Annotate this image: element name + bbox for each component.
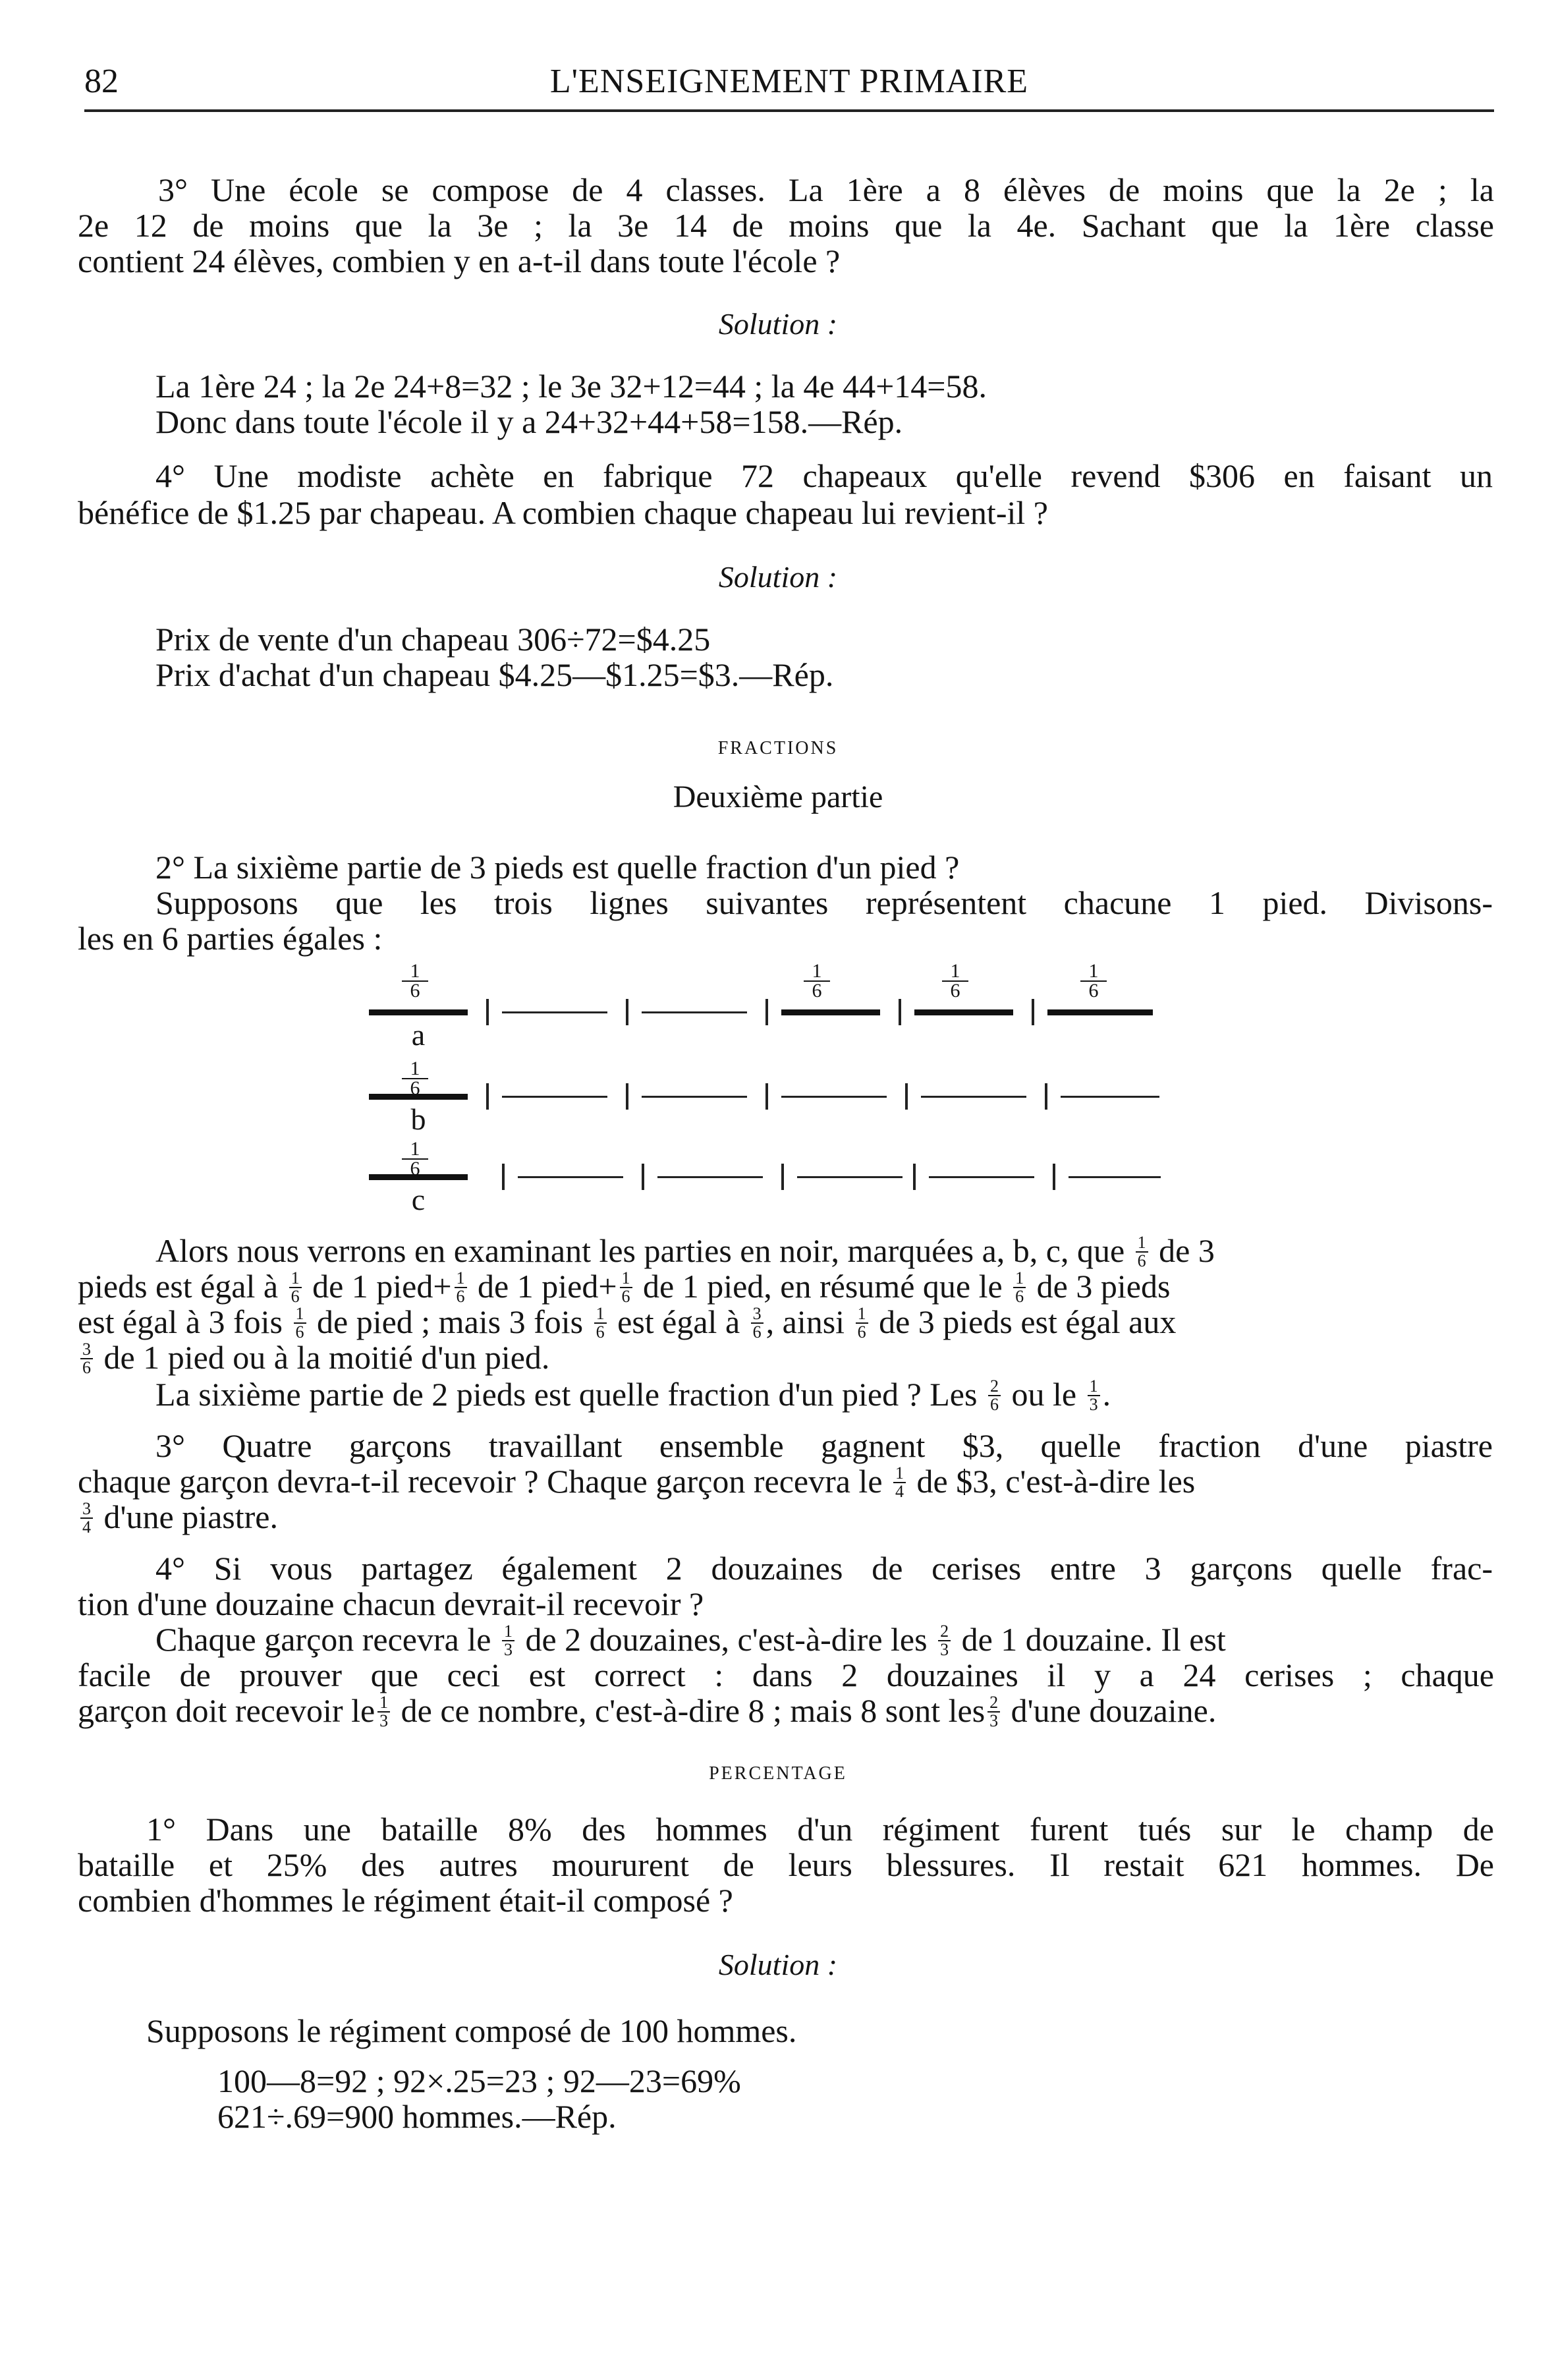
p4-solution-line-1: Prix de vente d'un chapeau 306÷72=$4.25 [155, 621, 711, 658]
diagram-a-segment-6-black [1047, 1009, 1153, 1015]
section-subtitle: Deuxième partie [673, 779, 883, 814]
fr-q2-line-3: les en 6 parties égales : [78, 920, 383, 957]
diagram-c-segment-5 [929, 1176, 1034, 1178]
diagram-c-segment-3 [657, 1176, 763, 1178]
diagram-b-segment-6 [1061, 1096, 1159, 1098]
diagram-c-segment-1-black [369, 1174, 468, 1180]
p4-line-2: bénéfice de $1.25 par chapeau. A combien chaque chapeau lui revient-il ? [78, 494, 1048, 531]
diagram-label-b: b [410, 1102, 426, 1136]
diagram-b-divider-1 [486, 1083, 489, 1110]
page-header [84, 57, 1494, 112]
diagram-c-segment-2 [518, 1176, 623, 1178]
diagram-a-fraction-4: 1 6 [804, 962, 830, 1000]
pct-solution-line-1: Supposons le régiment composé de 100 hommes. [146, 2012, 797, 2049]
diagram-a-divider-3 [765, 999, 768, 1025]
diagram-b-fraction-1: 1 6 [402, 1060, 428, 1098]
diagram-a-fraction-6: 1 6 [1080, 962, 1107, 1000]
fr-text-line-1: Alors nous verrons en examinant les parties en noir, marquées a, b, c, que $\frac{1}{6}$ de 3 [155, 1232, 1215, 1270]
diagram-b-divider-5 [1045, 1083, 1047, 1110]
diagram-b-divider-3 [765, 1083, 768, 1110]
fraction-1-6: $\frac{1}{6}$ [1136, 1234, 1148, 1270]
diagram-a-divider-5 [1032, 999, 1034, 1025]
diagram-a-divider-1 [486, 999, 489, 1025]
diagram-b-segment-1-black [369, 1094, 468, 1100]
pct-solution-heading: Solution : [718, 1948, 838, 1981]
pct-solution-line-3: 621÷.69=900 hommes.—Rép. [217, 2098, 617, 2135]
diagram-c-divider-3 [781, 1164, 784, 1190]
fr-q4-line-4: facile de prouver que ceci est correct : dans 2 douzaines il y a 24 cerises ; chaque [78, 1657, 1494, 1693]
diagram-a-fraction-1: 1 6 [402, 962, 428, 1000]
fr-q4-line-1: 4° Si vous partagez également 2 douzaines de cerises entre 3 garçons quelle frac- [155, 1550, 1493, 1587]
fr-q3-line-3: $\frac{3}{4}$ d'une piastre. [78, 1497, 278, 1539]
fr-q2-line-2: Supposons que les trois lignes suivantes représentent chacune 1 pied. Divisons- [155, 884, 1493, 921]
fr-q3-line-1: 3° Quatre garçons travaillant ensemble gagnent $3, quelle fraction d'une piastre [155, 1427, 1493, 1464]
section-title-percentage: PERCENTAGE [709, 1763, 847, 1784]
fr-q2-line-1: 2° La sixième partie de 3 pieds est quelle fraction d'un pied ? [155, 849, 960, 886]
pct-line-1: 1° Dans une bataille 8% des hommes d'un régiment furent tués sur le champ de [146, 1811, 1494, 1848]
diagram-c-segment-6 [1069, 1176, 1161, 1178]
pct-line-2: bataille et 25% des autres moururent de leurs blessures. Il restait 621 hommes. De [78, 1846, 1494, 1883]
diagram-a-segment-4-black [781, 1009, 880, 1015]
p4-solution-heading: Solution : [718, 560, 838, 594]
fr-text-line-5: La sixième partie de 2 pieds est quelle fraction d'un pied ? Les $\frac{2}{6}$ ou le $\frac{1}{3}$ . [155, 1376, 1111, 1414]
diagram-a-segment-3 [642, 1011, 747, 1013]
p3-line-2: 2e 12 de moins que la 3e ; la 3e 14 de moins que la 4e. Sachant que la 1ère classe [78, 207, 1494, 244]
fr-q4-line-5: garçon doit recevoir le $\frac{1}{3}$ de ce nombre, c'est-à-dire 8 ; mais 8 sont les $\frac{2}{3}$ d'une douzaine. [78, 1692, 1217, 1730]
p4-line-1: 4° Une modiste achète en fabrique 72 chapeaux qu'elle revend $306 en faisant un [155, 457, 1493, 494]
diagram-label-a: a [411, 1018, 426, 1052]
p4-solution-line-2: Prix d'achat d'un chapeau $4.25—$1.25=$3.—Rép. [155, 656, 834, 693]
diagram-c-divider-4 [913, 1164, 916, 1190]
p3-line-1: 3° Une école se compose de 4 classes. La 1ère a 8 élèves de moins que la 2e ; la [158, 171, 1494, 208]
diagram-c-segment-4 [797, 1176, 903, 1178]
diagram-a-divider-4 [899, 999, 901, 1025]
diagram-c-fraction-1: 1 6 [402, 1140, 428, 1178]
p3-solution-line-2: Donc dans toute l'école il y a 24+32+44+58=158.—Rép. [155, 403, 903, 440]
diagram-a-segment-5-black [914, 1009, 1013, 1015]
pct-line-3: combien d'hommes le régiment était-il composé ? [78, 1882, 733, 1919]
diagram-c-divider-5 [1053, 1164, 1055, 1190]
diagram-b-divider-4 [905, 1083, 908, 1110]
fr-text-line-4: $\frac{3}{6}$ de 1 pied ou à la moitié d'un pied. [78, 1338, 549, 1379]
fr-q3-line-2: chaque garçon devra-t-il recevoir ? Chaque garçon recevra le $\frac{1}{4}$ de $3, c'est-à-dire les [78, 1463, 1196, 1501]
diagram-b-segment-5 [921, 1096, 1026, 1098]
p3-solution-line-1: La 1ère 24 ; la 2e 24+8=32 ; le 3e 32+12=44 ; la 4e 44+14=58. [155, 368, 987, 405]
diagram-c-divider-1 [502, 1164, 505, 1190]
p3-line-3: contient 24 élèves, combien y en a-t-il dans toute l'école ? [78, 242, 841, 279]
diagram-a-divider-2 [626, 999, 628, 1025]
diagram-a-fraction-5: 1 6 [942, 962, 968, 1000]
diagram-a-segment-2 [502, 1011, 607, 1013]
diagram-b-divider-2 [626, 1083, 628, 1110]
section-title-fractions: FRACTIONS [717, 738, 839, 758]
running-title: L'ENSEIGNEMENT PRIMAIRE [549, 63, 1029, 100]
fr-text-line-3: est égal à 3 fois $\frac{1}{6}$ de pied ; mais 3 fois $\frac{1}{6}$ est égal à $\frac{3}{6}$ , ainsi $\frac{1}{6}$ de 3 pieds est égal aux [78, 1303, 1177, 1342]
diagram-b-segment-4 [781, 1096, 887, 1098]
page-number: 82 [84, 63, 119, 100]
diagram-a-segment-1-black [369, 1009, 468, 1015]
sixths-diagram [356, 962, 1199, 1239]
fr-q4-line-2: tion d'une douzaine chacun devrait-il recevoir ? [78, 1585, 704, 1622]
p3-solution-heading: Solution : [718, 307, 838, 341]
diagram-c-divider-2 [642, 1164, 644, 1190]
diagram-b-segment-3 [642, 1096, 747, 1098]
diagram-label-c: c [411, 1183, 426, 1216]
diagram-b-segment-2 [502, 1096, 607, 1098]
fr-text-line-2: pieds est égal à $\frac{1}{6}$ de 1 pied+ $\frac{1}{6}$ de 1 pied+ $\frac{1}{6}$ de 1 pied, en résumé que le $\frac{1}{6}$ de 3 pieds [78, 1268, 1171, 1306]
pct-solution-line-2: 100—8=92 ; 92×.25=23 ; 92—23=69% [217, 2062, 741, 2099]
fr-q4-line-3: Chaque garçon recevra le $\frac{1}{3}$ de 2 douzaines, c'est-à-dire les $\frac{2}{3}$ de 1 douzaine. Il est [155, 1621, 1226, 1659]
